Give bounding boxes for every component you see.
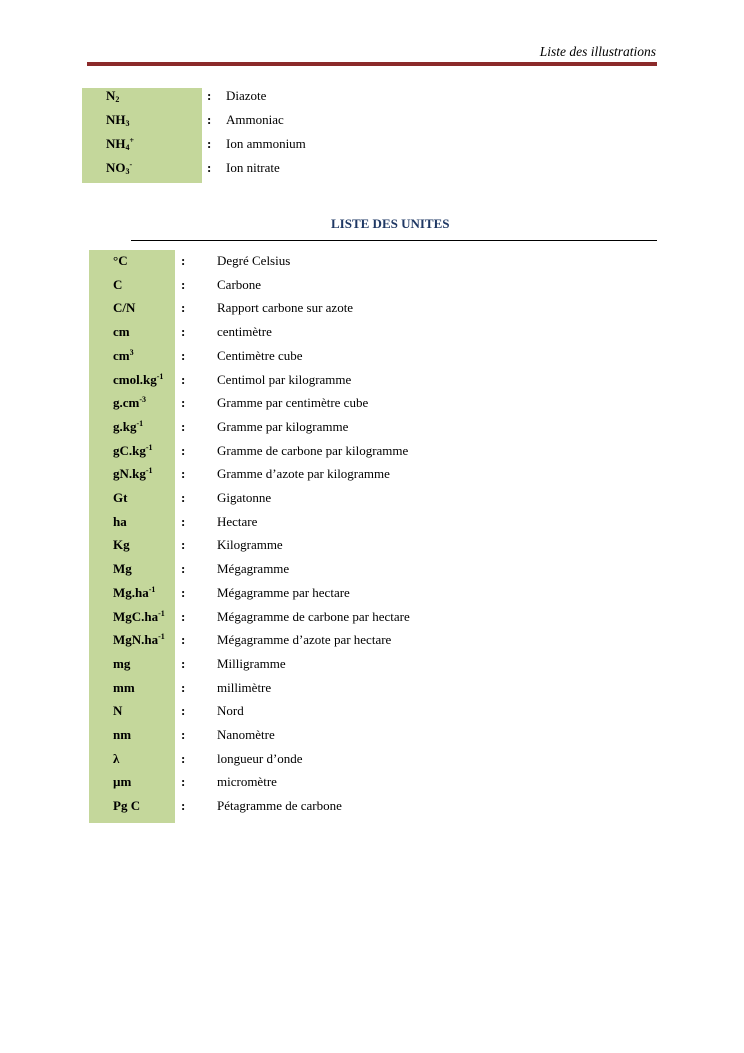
unit-meaning: Nanomètre [217, 727, 275, 742]
symbol-base: mm [113, 680, 135, 695]
symbol-base: NO [106, 160, 126, 175]
unit-meaning: Degré Celsius [217, 253, 291, 268]
running-header-title: Liste des illustrations [539, 44, 656, 59]
unit-meaning: millimètre [217, 680, 272, 695]
unit-symbol [113, 466, 153, 482]
unit-meaning: Hectare [217, 514, 258, 529]
symbol-superscript: - [129, 160, 133, 169]
symbol-superscript: -3 [139, 395, 147, 404]
symbol-base: NH [106, 136, 126, 151]
separator-colon: : [207, 112, 212, 127]
symbol-superscript: -1 [158, 609, 165, 618]
unit-symbol [113, 609, 165, 625]
symbol-base: N [113, 703, 123, 718]
unit-symbol [113, 798, 140, 814]
unit-symbol [113, 490, 127, 506]
symbol-base: Mg.ha [113, 585, 149, 600]
symbol-base: MgC.ha [113, 609, 159, 624]
separator-colon: : [181, 395, 186, 410]
unit-meaning: Gramme d’azote par kilogramme [217, 466, 390, 481]
unit-symbol [113, 585, 155, 601]
symbol-base: Gt [113, 490, 128, 505]
unit-symbol [113, 395, 146, 411]
symbol-superscript: -1 [136, 419, 144, 428]
symbol-superscript: -1 [148, 585, 156, 594]
unit-symbol [113, 632, 165, 648]
separator-colon: : [181, 774, 186, 789]
symbol-superscript: -1 [158, 632, 165, 641]
separator-colon: : [181, 585, 186, 600]
abbreviation-meaning: Ammoniac [226, 112, 284, 127]
unit-symbol [113, 324, 130, 340]
unit-symbol [113, 537, 130, 553]
symbol-base: cm [113, 348, 130, 363]
symbol-subscript: 2 [115, 95, 120, 104]
unit-meaning: Kilogramme [217, 537, 283, 552]
symbol-base: cm [113, 324, 130, 339]
separator-colon: : [181, 253, 186, 268]
separator-colon: : [207, 88, 212, 103]
unit-symbol [113, 751, 119, 767]
abbreviation-meaning: Diazote [226, 88, 267, 103]
unit-symbol [113, 300, 135, 316]
symbol-superscript: + [129, 136, 135, 145]
separator-colon: : [181, 632, 186, 647]
symbol-subscript: 3 [125, 119, 130, 128]
symbol-superscript: -1 [145, 443, 153, 452]
unit-meaning: Pétagramme de carbone [217, 798, 342, 813]
separator-colon: : [181, 277, 186, 292]
header-rule [87, 62, 657, 66]
unit-meaning: Gramme de carbone par kilogramme [217, 443, 409, 458]
symbol-base: mg [113, 656, 131, 671]
section-rule [131, 240, 657, 241]
unit-meaning: Mégagramme [217, 561, 290, 576]
separator-colon: : [181, 348, 186, 363]
abbreviation-symbol [106, 160, 132, 176]
separator-colon: : [207, 136, 212, 151]
unit-symbol [113, 561, 132, 577]
separator-colon: : [181, 324, 186, 339]
separator-colon: : [181, 419, 186, 434]
separator-colon: : [181, 537, 186, 552]
symbol-base: N [106, 88, 116, 103]
unit-symbol [113, 656, 130, 672]
unit-meaning: Milligramme [217, 656, 286, 671]
unit-meaning: Mégagramme de carbone par hectare [217, 609, 410, 624]
symbol-base: C/N [113, 300, 136, 315]
symbol-base: Pg C [113, 798, 141, 813]
unit-symbol [113, 277, 122, 293]
symbol-superscript: -1 [156, 372, 164, 381]
abbreviation-symbol [106, 88, 119, 104]
unit-meaning: longueur d’onde [217, 751, 303, 766]
unit-meaning: Mégagramme d’azote par hectare [217, 632, 392, 647]
unit-meaning: Mégagramme par hectare [217, 585, 350, 600]
symbol-base: gN.kg [113, 466, 146, 481]
symbol-base: g.kg [113, 419, 137, 434]
unit-meaning: Nord [217, 703, 244, 718]
separator-colon: : [181, 561, 186, 576]
unit-symbol [113, 727, 131, 743]
symbol-base: µm [113, 774, 132, 789]
separator-colon: : [181, 656, 186, 671]
symbol-base: Kg [113, 537, 130, 552]
unit-meaning: Centimol par kilogramme [217, 372, 352, 387]
unit-column-shade [89, 250, 175, 823]
symbol-base: nm [113, 727, 132, 742]
abbreviation-symbol [106, 136, 134, 152]
section-title: LISTE DES UNITES [331, 216, 450, 231]
unit-symbol [113, 372, 163, 388]
unit-symbol [113, 774, 131, 790]
separator-colon: : [181, 680, 186, 695]
abbreviation-meaning: Ion ammonium [226, 136, 306, 151]
separator-colon: : [181, 443, 186, 458]
symbol-base: C [113, 277, 123, 292]
unit-meaning: micromètre [217, 774, 277, 789]
separator-colon: : [181, 514, 186, 529]
symbol-base: Mg [113, 561, 132, 576]
separator-colon: : [181, 490, 186, 505]
separator-colon: : [181, 751, 186, 766]
unit-meaning: Gramme par kilogramme [217, 419, 349, 434]
abbreviation-symbol [106, 112, 130, 128]
unit-meaning: Gramme par centimètre cube [217, 395, 369, 410]
unit-symbol [113, 348, 134, 364]
unit-symbol [113, 443, 153, 459]
unit-symbol [113, 514, 127, 530]
symbol-superscript: 3 [129, 348, 134, 357]
symbol-superscript: -1 [145, 466, 153, 475]
unit-meaning: centimètre [217, 324, 272, 339]
separator-colon: : [181, 609, 186, 624]
symbol-base: NH [106, 112, 126, 127]
symbol-subscript: 3 [125, 167, 130, 176]
symbol-base: MgN.ha [113, 632, 159, 647]
symbol-base: °C [113, 253, 128, 268]
separator-colon: : [207, 160, 212, 175]
unit-symbol [113, 253, 128, 269]
unit-meaning: Rapport carbone sur azote [217, 300, 354, 315]
symbol-subscript: 4 [125, 143, 130, 152]
unit-symbol [113, 419, 143, 435]
symbol-base: gC.kg [113, 443, 146, 458]
separator-colon: : [181, 466, 186, 481]
unit-symbol [113, 703, 122, 719]
abbreviation-meaning: Ion nitrate [226, 160, 280, 175]
separator-colon: : [181, 372, 186, 387]
separator-colon: : [181, 300, 186, 315]
symbol-base: λ [113, 751, 120, 766]
separator-colon: : [181, 727, 186, 742]
unit-symbol [113, 680, 135, 696]
unit-meaning: Carbone [217, 277, 262, 292]
unit-meaning: Gigatonne [217, 490, 272, 505]
symbol-base: cmol.kg [113, 372, 157, 387]
symbol-base: ha [113, 514, 127, 529]
symbol-base: g.cm [113, 395, 140, 410]
separator-colon: : [181, 798, 186, 813]
unit-meaning: Centimètre cube [217, 348, 303, 363]
separator-colon: : [181, 703, 186, 718]
abbreviation-column-shade [82, 88, 202, 183]
